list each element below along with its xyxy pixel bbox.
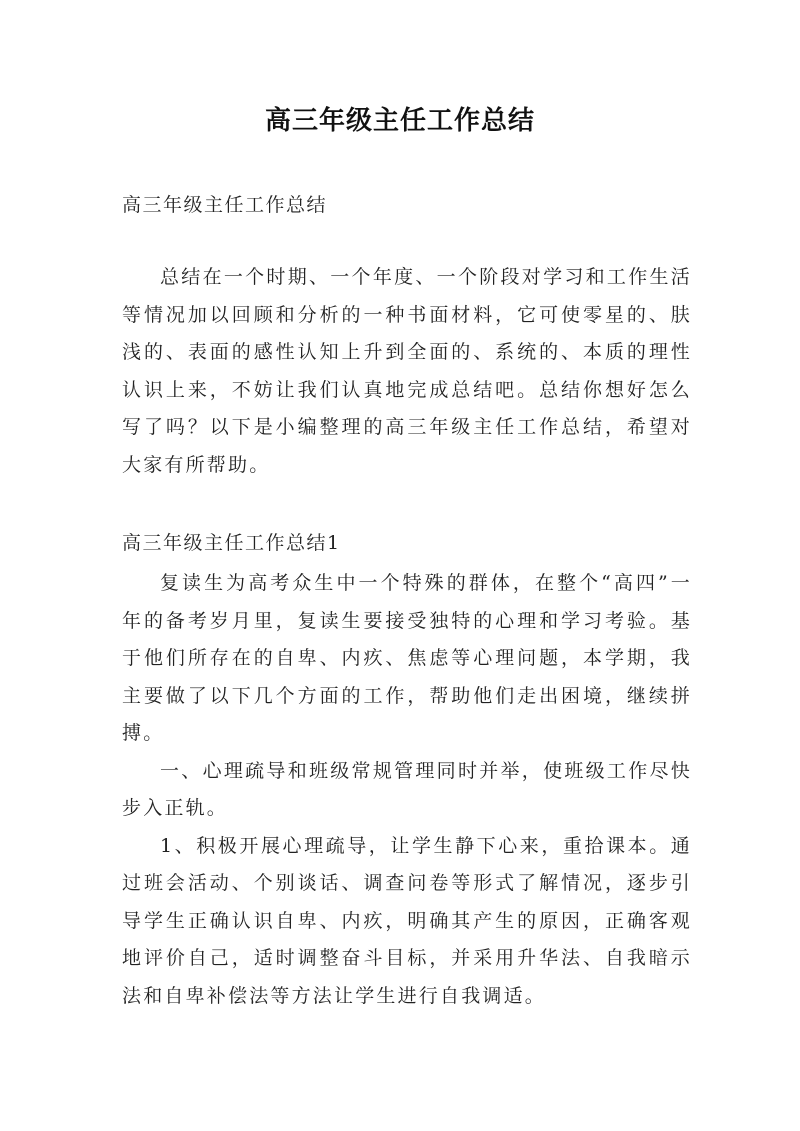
page-title: 高三年级主任工作总结 — [264, 106, 535, 136]
document-subtitle: 高三年级主任工作总结 — [122, 194, 328, 216]
section-heading: 高三年级主任工作总结1 — [122, 532, 341, 554]
intro-block — [122, 259, 692, 484]
body-paragraph-1: 复读生为高考众生中一个特殊的群体，在整个“高四”一年的备考岁月里，复读生要接受独特的心理和学习考验。基于他们所存在的自卑、内疚、焦虑等心理问题，本学期，我主要做了以下几个方面的工作，帮助他们走出困境，继续拼搏。 — [122, 572, 692, 744]
body-paragraph-3: 1、积极开展心理疏导，让学生静下心来，重拾课本。通过班会活动、个别谈话、调查问卷等形式了解情况，逐步引导学生正确认识自卑、内疚，明确其产生的原因，正确客观地评价自己，适时调整奋斗目标，并采用升华法、自我暗示法和自卑补偿法等方法让学生进行自我调适。 — [122, 834, 692, 1007]
intro-paragraph: 总结在一个时期、一个年度、一个阶段对学习和工作生活等情况加以回顾和分析的一种书面材料，它可使零星的、肤浅的、表面的感性认知上升到全面的、系统的、本质的理性认识上来，不妨让我们认真地完成总结吧。总结你想好怎么写了吗？以下是小编整理的高三年级主任工作总结，希望对大家有所帮助。 — [122, 266, 692, 476]
body-paragraph-2: 一、心理疏导和班级常规管理同时并举，使班级工作尽快步入正轨。 — [122, 759, 692, 819]
section-body — [122, 565, 692, 1015]
